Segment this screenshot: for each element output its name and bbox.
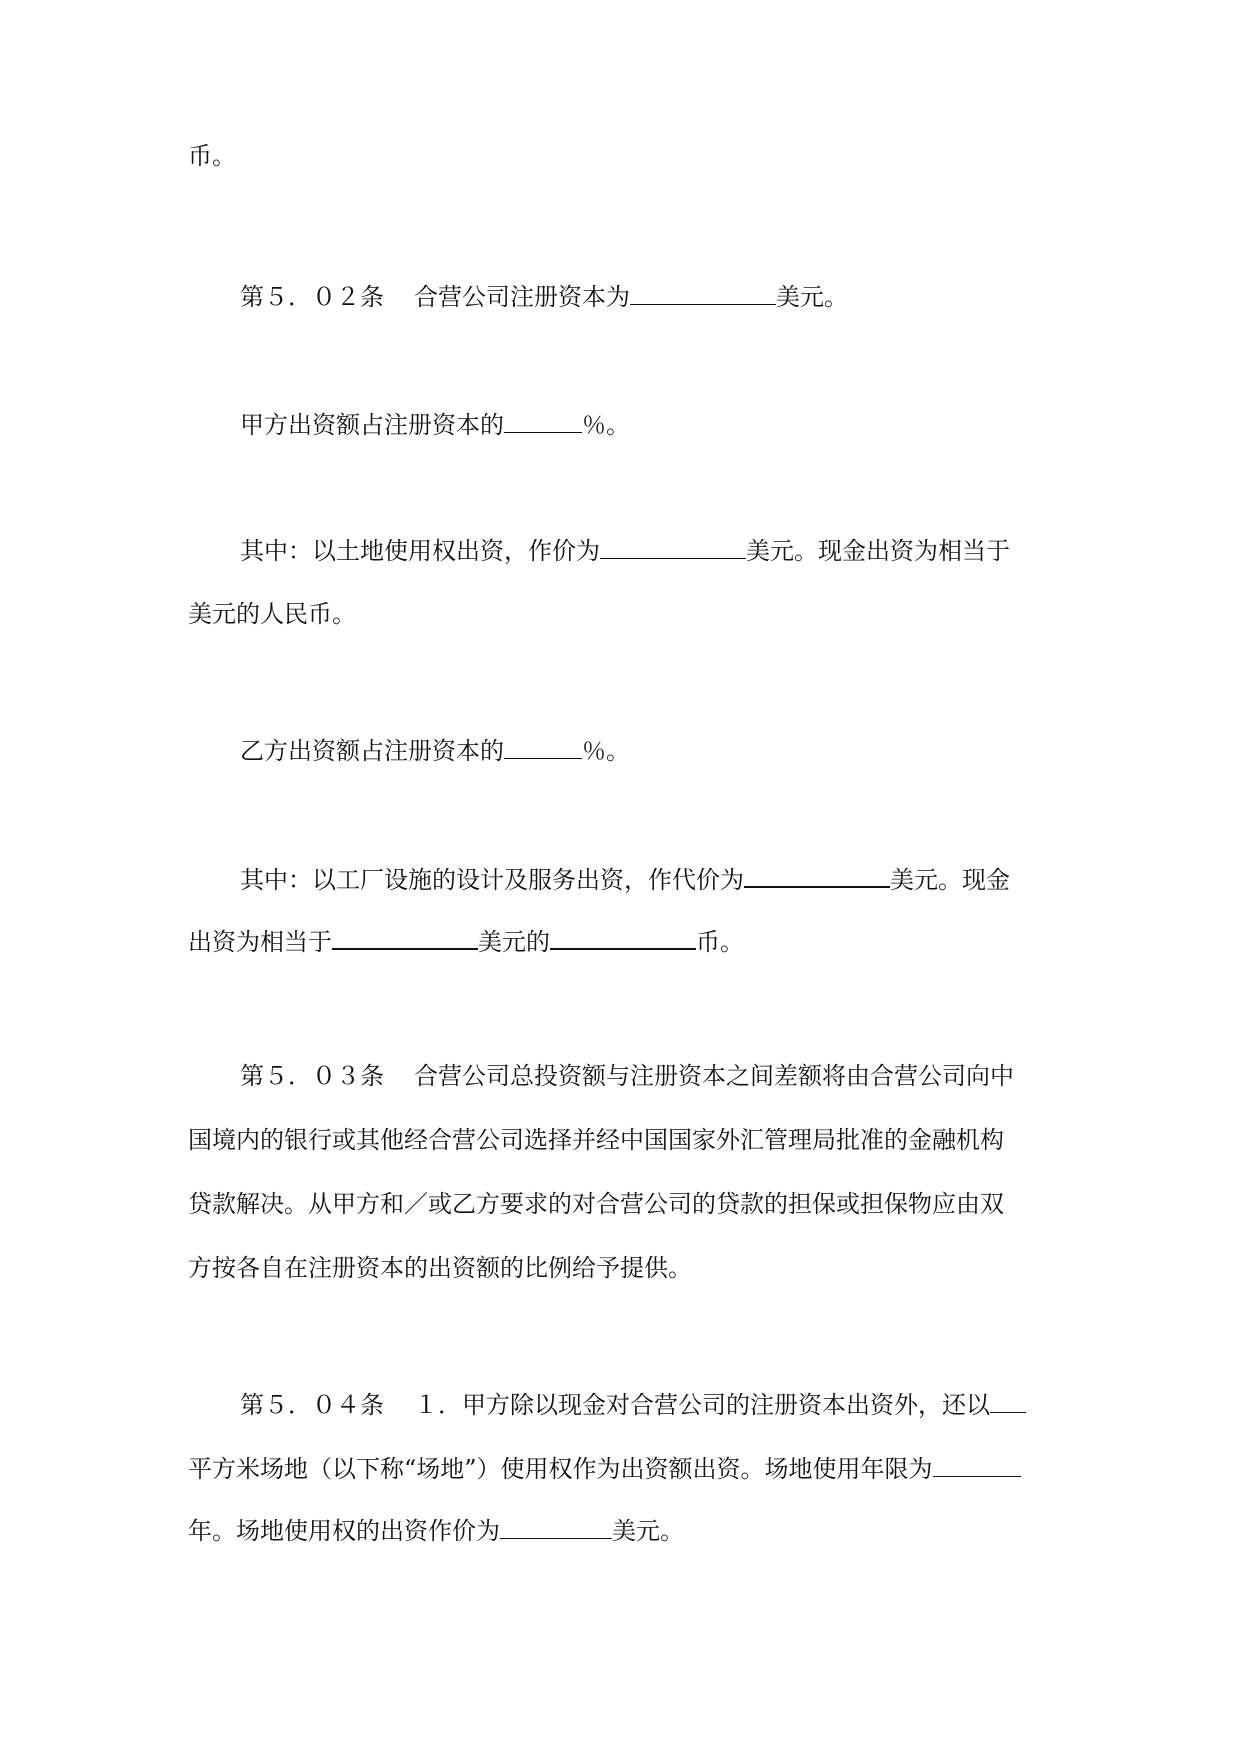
blank-field [504, 408, 582, 433]
text: 美元。现金出资为相当于 [746, 537, 1010, 565]
article-5-04 [240, 1388, 1026, 1421]
blank-field [550, 924, 696, 950]
text: 美元的 [478, 928, 550, 956]
party-a-share [240, 408, 630, 441]
article-5-02 [240, 280, 848, 313]
article-label: 第５．０３条 [240, 1062, 384, 1090]
article-label: 第５．０４条 [240, 1391, 384, 1419]
text: 年。场地使用权的出资作价为 [188, 1517, 500, 1545]
text: 其中：以土地使用权出资，作价为 [240, 537, 600, 565]
text: 乙方出资额占注册资本的 [240, 737, 504, 765]
text: 国境内的银行或其他经合营公司选择并经中国国家外汇管理局批准的金融机构 [188, 1126, 1004, 1154]
text: 币。 [696, 928, 744, 956]
text: 合营公司总投资额与注册资本之间差额将由合营公司向中 [414, 1062, 1014, 1090]
text: 贷款解决。从甲方和／或乙方要求的对合营公司的贷款的担保或担保物应由双 [188, 1190, 1004, 1218]
paragraph-line [188, 598, 356, 630]
blank-field [504, 734, 582, 759]
text: 合营公司注册资本为 [414, 283, 630, 311]
paragraph-line [188, 1188, 1004, 1220]
blank-field [332, 924, 478, 950]
party-b-detail [240, 862, 1010, 896]
paragraph-line [188, 1452, 1021, 1485]
blank-field [600, 534, 746, 559]
blank-field [630, 280, 776, 305]
text: ％。 [582, 737, 630, 765]
blank-field [990, 1388, 1026, 1413]
text: 美元的人民币。 [188, 600, 356, 628]
blank-field [500, 1514, 612, 1539]
paragraph-line [188, 1514, 684, 1547]
text: 其中：以工厂设施的设计及服务出资，作代价为 [240, 866, 744, 894]
party-a-detail [240, 534, 1010, 567]
article-label: 第５．０２条 [240, 283, 384, 311]
blank-field [744, 862, 890, 888]
paragraph-line [188, 924, 744, 958]
paragraph-line [188, 140, 236, 172]
text: 出资为相当于 [188, 928, 332, 956]
paragraph-line [188, 1252, 692, 1284]
text: 方按各自在注册资本的出资额的比例给予提供。 [188, 1254, 692, 1282]
party-b-share [240, 734, 630, 767]
text: 甲方出资额占注册资本的 [240, 411, 504, 439]
text: 币。 [188, 142, 236, 170]
text: 美元。 [776, 283, 848, 311]
text: ％。 [582, 411, 630, 439]
blank-field [933, 1452, 1021, 1477]
text: 美元。现金 [890, 866, 1010, 894]
paragraph-line [188, 1124, 1004, 1156]
article-5-03 [240, 1060, 1014, 1092]
text: １．甲方除以现金对合营公司的注册资本出资外，还以 [414, 1391, 990, 1419]
text: 美元。 [612, 1517, 684, 1545]
text: 平方米场地（以下称“场地”）使用权作为出资额出资。场地使用年限为 [188, 1455, 933, 1483]
